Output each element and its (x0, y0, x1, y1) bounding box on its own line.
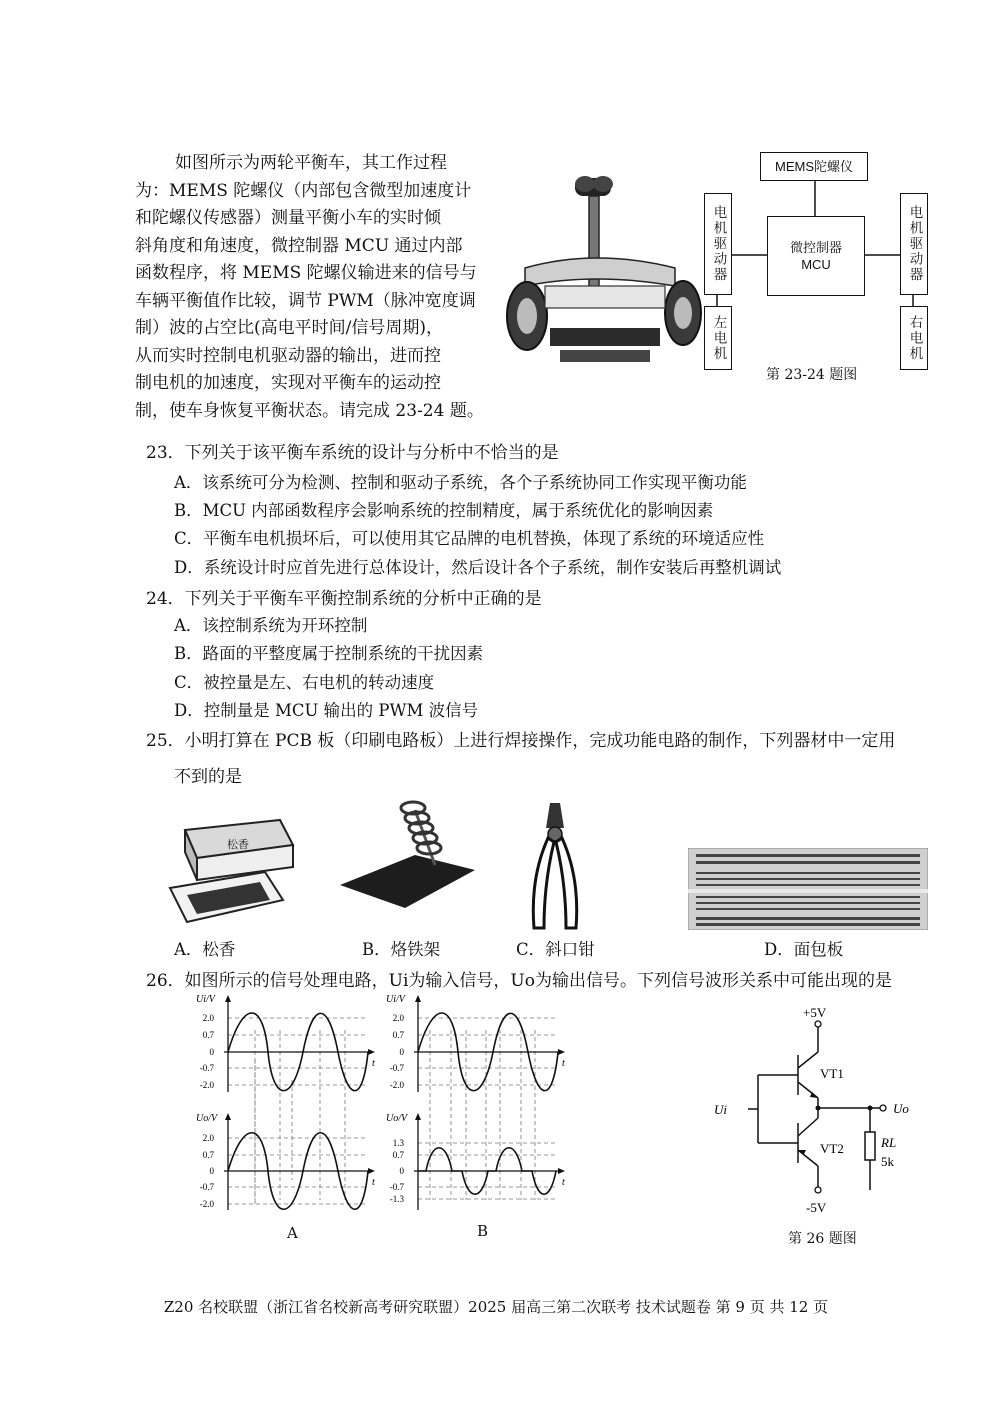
question-25-option: A．松香 (174, 940, 236, 959)
uo-label: Uo (893, 1101, 909, 1116)
tick-label: -1.3 (389, 1194, 404, 1204)
page-footer: Z20 名校联盟（浙江省名校新高考研究联盟）2025 届高三第二次联考 技术试题卷 第 9 页 共 12 页 (163, 1298, 829, 1316)
tick-label: 0.7 (392, 1030, 404, 1040)
vt2-label: VT2 (820, 1141, 844, 1156)
mcu-label: 微控制器 (789, 240, 842, 255)
intro-line: 车辆平衡值作比较，调节 PWM（脉冲宽度调 (135, 290, 476, 311)
uo-axis-label: Uo/V (196, 1113, 218, 1124)
intro-line: 制，使车身恢复平衡状态。请完成 23-24 题。 (135, 400, 484, 421)
diagonal-pliers-image (520, 798, 590, 936)
vplus-label: +5V (803, 1005, 827, 1020)
tick-label: -2.0 (389, 1080, 404, 1090)
push-pull-circuit-diagram (700, 1000, 940, 1225)
question-25-stem: 25．小明打算在 PCB 板（印刷电路板）上进行焊接操作，完成功能电路的制作，下列器材中一定用 (146, 731, 896, 751)
tick-label: 0.7 (202, 1150, 214, 1160)
question-23-option: C．平衡车电机损坏后，可以使用其它品牌的电机替换，体现了系统的环境适应性 (174, 529, 765, 548)
breadboard-image (688, 848, 928, 930)
question-25-option: B．烙铁架 (362, 940, 441, 959)
tick-label: 0.7 (202, 1030, 214, 1040)
soldering-stand-image (335, 790, 480, 920)
tick-label: -2.0 (199, 1199, 214, 1209)
t-axis-label: t (562, 1177, 565, 1188)
rl-label: RL (881, 1135, 897, 1150)
gyro-box: MEMS陀螺仪 (760, 152, 868, 181)
tick-label: 0 (209, 1047, 214, 1057)
tick-label: -0.7 (199, 1063, 214, 1073)
question-26-stem: 26．如图所示的信号处理电路，Ui为输入信号，Uo为输出信号。下列信号波形关系中可能出现的是 (146, 971, 892, 991)
question-24-option: C．被控量是左、右电机的转动速度 (174, 673, 435, 692)
t-axis-label: t (372, 1177, 375, 1188)
uo-axis-label: Uo/V (386, 1113, 408, 1124)
right-driver-box: 电机驱动器 (900, 193, 928, 295)
tick-label: -0.7 (389, 1182, 404, 1192)
graph-b-label: B (477, 1222, 489, 1240)
intro-line: 制）波的占空比(高电平时间/信号周期)， (135, 318, 443, 338)
tick-label: 2.0 (392, 1013, 404, 1023)
circuit-caption: 第 26 题图 (788, 1231, 857, 1247)
waveform-graph-a (188, 990, 383, 1220)
intro-line: 函数程序，将 MEMS 陀螺仪输进来的信号与 (135, 263, 477, 283)
question-23-option: D．系统设计时应首先进行总体设计，然后设计各个子系统，制作安装后再整机调试 (174, 558, 782, 577)
ui-axis-label: Ui/V (386, 994, 405, 1005)
rosin-box-label: 松香 (227, 839, 249, 851)
question-24-stem: 24．下列关于平衡车平衡控制系统的分析中正确的是 (146, 589, 542, 609)
rl-value-label: 5k (881, 1154, 894, 1169)
question-23-stem: 23．下列关于该平衡车系统的设计与分析中不恰当的是 (146, 443, 559, 463)
question-24-option: B．路面的平整度属于控制系统的干扰因素 (174, 644, 484, 663)
ui-label: Ui (714, 1102, 727, 1117)
tick-label: -2.0 (199, 1080, 214, 1090)
tick-label: 0 (209, 1166, 214, 1176)
waveform-graph-b (378, 990, 573, 1220)
tick-label: -0.7 (199, 1182, 214, 1192)
intro-line: 斜角度和角速度，微控制器 MCU 通过内部 (135, 235, 463, 256)
tick-label: 1.3 (392, 1138, 404, 1148)
question-23-option: A．该系统可分为检测、控制和驱动子系统，各个子系统协同工作实现平衡功能 (174, 473, 747, 492)
vt1-label: VT1 (820, 1066, 844, 1081)
question-25-stem: 不到的是 (174, 767, 242, 787)
block-diagram-wires (700, 150, 940, 310)
tick-label: 0 (399, 1047, 404, 1057)
question-23-option: B．MCU 内部函数程序会影响系统的控制精度，属于系统优化的影响因素 (174, 501, 714, 520)
mcu-label: MCU (801, 257, 831, 272)
tick-label: 2.0 (202, 1133, 214, 1143)
figure-caption: 第 23-24 题图 (766, 367, 858, 383)
tick-label: -0.7 (389, 1063, 404, 1073)
intro-line: 为：MEMS 陀螺仪（内部包含微型加速度计 (135, 180, 472, 201)
question-25-option: D．面包板 (764, 940, 844, 959)
intro-line: 如图所示为两轮平衡车，其工作过程 (175, 153, 447, 173)
graph-a-label: A (287, 1224, 298, 1242)
tick-label: 2.0 (202, 1013, 214, 1023)
question-25-option: C．斜口钳 (516, 940, 595, 959)
left-driver-box: 电机驱动器 (704, 193, 732, 295)
tick-label: 0.7 (392, 1150, 404, 1160)
intro-paragraph (135, 150, 510, 425)
intro-line: 和陀螺仪传感器）测量平衡小车的实时倾 (135, 208, 441, 228)
balance-scooter-image (505, 168, 705, 373)
intro-line: 制电机的加速度，实现对平衡车的运动控 (135, 373, 441, 393)
vminus-label: -5V (806, 1200, 827, 1215)
question-24-option: D．控制量是 MCU 输出的 PWM 波信号 (174, 701, 479, 720)
t-axis-label: t (372, 1058, 375, 1069)
ui-axis-label: Ui/V (196, 994, 215, 1005)
tick-label: 0 (399, 1166, 404, 1176)
left-motor-box: 左电机 (704, 306, 732, 370)
rosin-box-image (165, 800, 300, 935)
question-24-option: A．该控制系统为开环控制 (174, 616, 368, 635)
right-motor-box: 右电机 (900, 306, 928, 370)
intro-line: 从而实时控制电机驱动器的输出，进而控 (135, 345, 441, 366)
t-axis-label: t (562, 1058, 565, 1069)
